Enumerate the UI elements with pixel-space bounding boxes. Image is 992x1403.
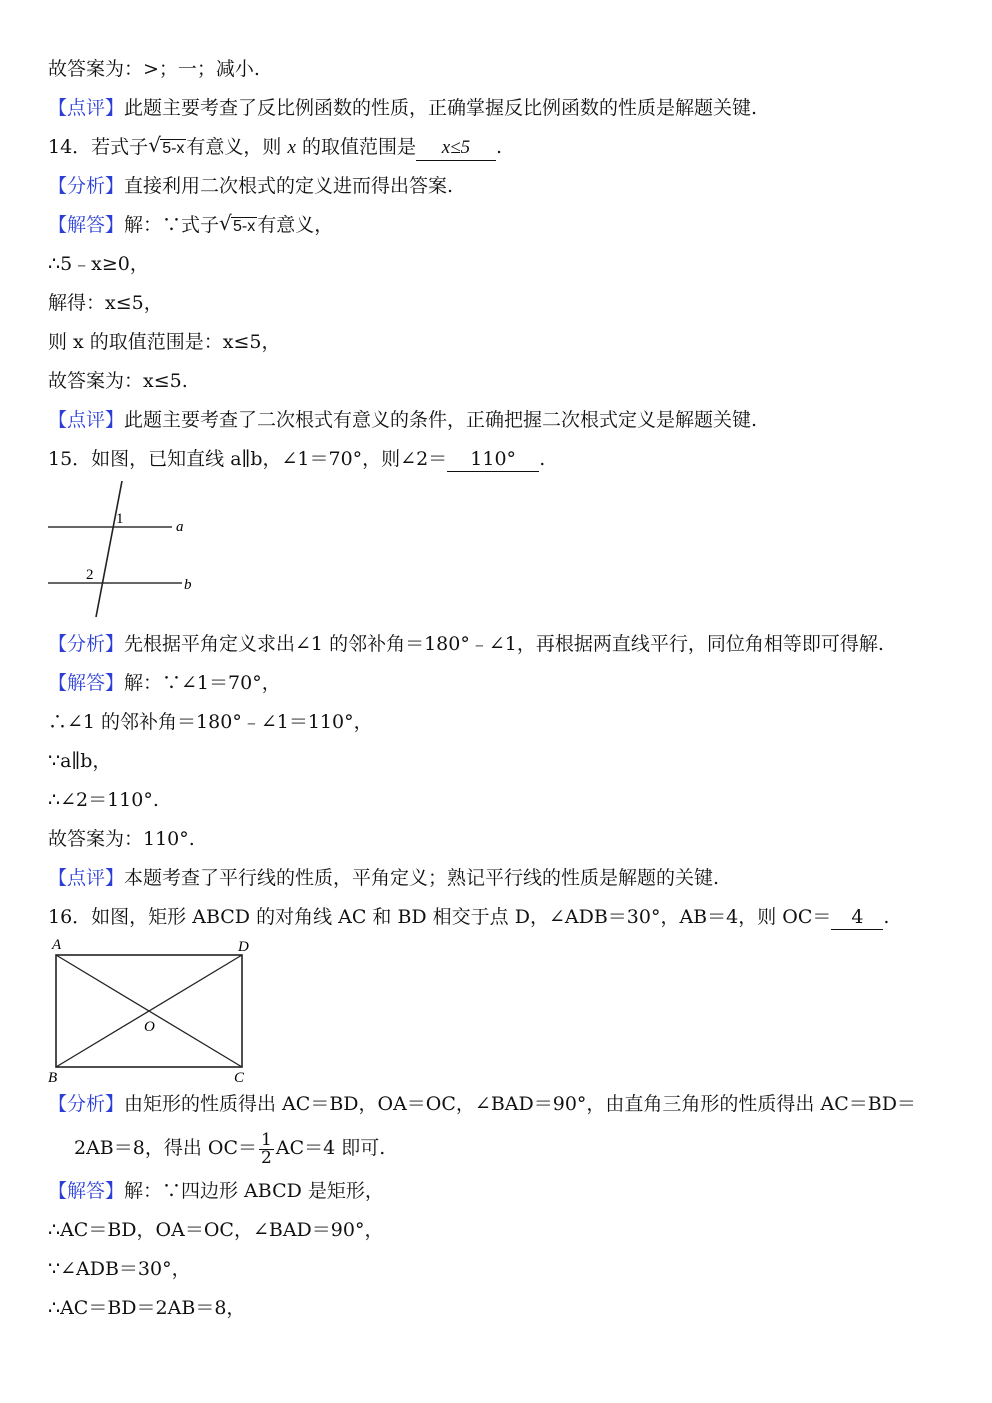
line-b-label: b [184,577,192,593]
text: 解得：x≤5， [48,292,163,314]
text: 2AB＝8，得出 OC＝ [74,1137,258,1159]
angle-2-label: 2 [86,567,94,583]
center-o-label: O [144,1019,155,1035]
q14-mid: 有意义，则 [186,136,282,158]
text: ∵∠ADB＝30°， [48,1258,191,1280]
analysis-15 [48,625,948,664]
text: ∴∠1 的邻补角＝180°﹣∠1＝110°， [48,711,373,733]
sqrt-expression: √ 5-x [219,211,256,235]
review-tag: 【点评】 [48,409,125,431]
text: 故答案为：>；一；减小. [48,58,260,80]
solution-tag: 【解答】 [48,1180,125,1202]
review-15 [48,859,948,898]
answer-blank: 110° [447,447,539,472]
question-16 [48,898,948,937]
step [48,1289,948,1328]
text: 则 x 的取值范围是：x≤5， [48,331,281,353]
step [48,781,948,820]
text: AC＝4 即可. [275,1137,386,1159]
solution-14 [48,206,948,245]
solution-15 [48,664,948,703]
line-a-label: a [176,519,184,535]
question-14 [48,128,948,167]
vertex-d-label: D [238,939,249,955]
solution-end: 有意义， [257,214,334,236]
analysis-tag: 【分析】 [48,1093,125,1115]
step [48,284,948,323]
analysis-16 [48,1085,948,1124]
vertex-b-label: B [48,1070,58,1085]
figure-15 [48,479,948,625]
analysis-text: 由矩形的性质得出 AC＝BD，OA＝OC，∠BAD＝90°，由直角三角形的性质得出 AC＝BD＝ [124,1093,916,1115]
analysis-16-cont [48,1124,948,1172]
analysis-tag: 【分析】 [48,175,125,197]
review-tag: 【点评】 [48,867,125,889]
q15-text: 15．如图，已知直线 a∥b，∠1＝70°，则∠2＝ [48,448,448,470]
var-x: x [287,137,296,158]
document-page [48,50,948,1328]
analysis-text: 先根据平角定义求出∠1 的邻补角＝180°﹣∠1，再根据两直线平行，同位角相等即可得解. [124,633,884,655]
text: ∴AC＝BD，OA＝OC，∠BAD＝90°， [48,1219,384,1241]
question-15 [48,440,948,479]
step [48,362,948,401]
text: ∵a∥b， [48,750,112,772]
text: ∴AC＝BD＝2AB＝8， [48,1297,246,1319]
review-13 [48,89,948,128]
dot: . [495,136,503,158]
figure-16 [48,937,948,1085]
fraction-one-half: $\frac{1}{2}$ [261,1129,272,1168]
step [48,742,948,781]
solution-text: 解：∵式子 [124,214,220,236]
review-text: 本题考查了平行线的性质，平角定义；熟记平行线的性质是解题的关键. [124,867,720,889]
solution-text: 解：∵四边形 ABCD 是矩形， [124,1180,384,1202]
step [48,1211,948,1250]
step [48,245,948,284]
solution-16 [48,1172,948,1211]
review-text: 此题主要考查了二次根式有意义的条件，正确把握二次根式定义是解题关键. [124,409,758,431]
step [48,323,948,362]
answer-blank: 4 [831,905,883,930]
dot: . [883,906,890,928]
transversal [96,481,122,617]
text: 故答案为：110°. [48,828,195,850]
review-text: 此题主要考查了反比例函数的性质，正确掌握反比例函数的性质是解题关键. [124,97,758,119]
sqrt-expression: √ 5-x [148,133,185,157]
dot: . [539,448,546,470]
solution-tag: 【解答】 [48,672,125,694]
review-tag: 【点评】 [48,97,125,119]
q16-text: 16．如图，矩形 ABCD 的对角线 AC 和 BD 相交于点 D，∠ADB＝30°，AB＝4，则 OC＝ [48,906,832,928]
solution-tag: 【解答】 [48,214,125,236]
analysis-tag: 【分析】 [48,633,125,655]
radicand: 5-x [233,218,256,235]
vertex-c-label: C [234,1070,245,1085]
step [48,703,948,742]
analysis-text: 直接利用二次根式的定义进而得出答案. [124,175,454,197]
text: ∴5﹣x≥0， [48,253,149,275]
step [48,820,948,859]
q14-end: 的取值范围是 [301,136,416,158]
vertex-a-label: A [52,937,62,953]
rectangle-diagram [48,937,268,1085]
answer-line-13 [48,50,948,89]
solution-text: 解：∵∠1＝70°， [124,672,281,694]
review-14 [48,401,948,440]
radicand: 5-x [162,140,185,157]
angle-1-label: 1 [116,511,124,527]
text: ∴∠2＝110°. [48,789,159,811]
q14-prefix: 14．若式子 [48,136,149,158]
answer-blank: x≤5 [416,136,496,161]
step [48,1250,948,1289]
text: 故答案为：x≤5. [48,370,188,392]
parallel-lines-diagram [48,479,208,625]
analysis-14 [48,167,948,206]
